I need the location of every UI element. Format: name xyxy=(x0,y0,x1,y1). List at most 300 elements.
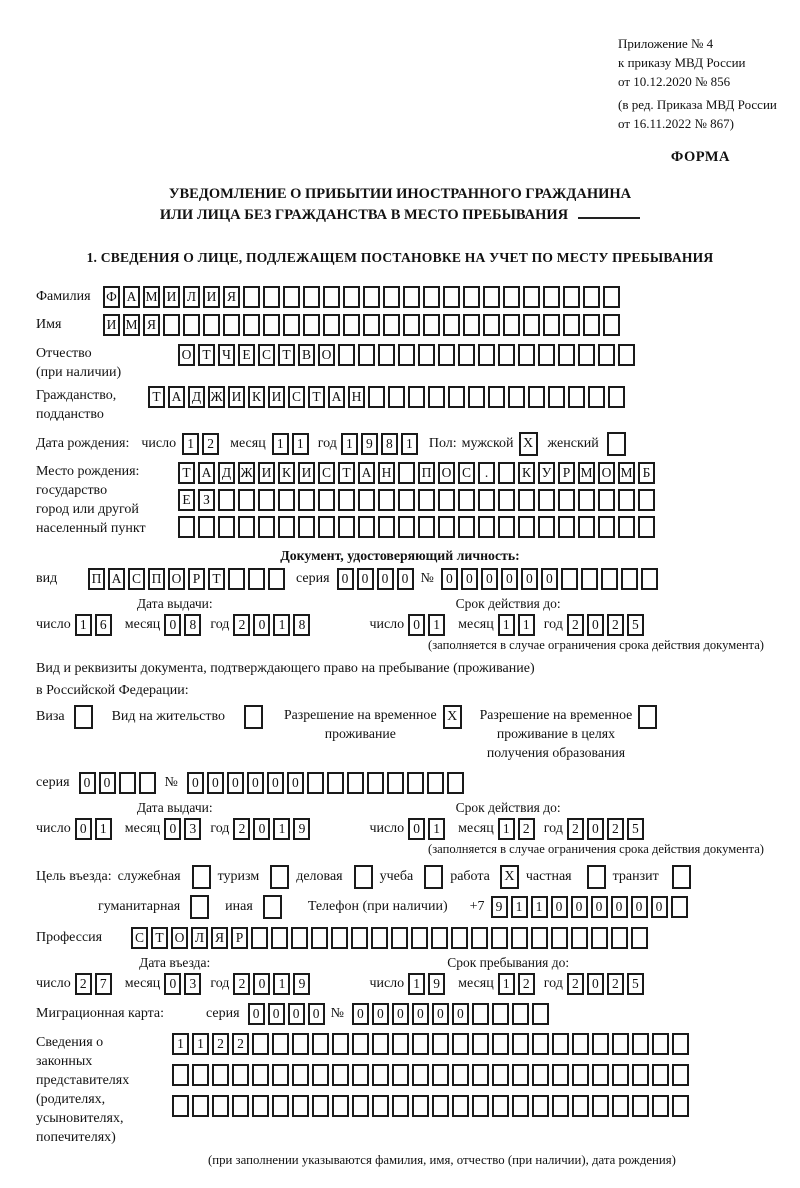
form-cell[interactable]: 5 xyxy=(627,614,644,636)
form-cell[interactable]: 1 xyxy=(192,1033,209,1055)
form-cell[interactable] xyxy=(252,1064,269,1086)
form-cell[interactable] xyxy=(551,927,568,949)
form-cell[interactable] xyxy=(391,927,408,949)
form-cell[interactable] xyxy=(268,568,285,590)
form-cell[interactable]: С xyxy=(288,386,305,408)
form-cell[interactable]: 0 xyxy=(651,896,668,918)
form-cell[interactable] xyxy=(178,516,195,538)
form-cell[interactable] xyxy=(583,286,600,308)
form-cell[interactable]: А xyxy=(123,286,140,308)
form-cell[interactable] xyxy=(383,314,400,336)
form-cell[interactable]: 8 xyxy=(184,614,201,636)
form-cell[interactable]: 1 xyxy=(428,818,445,840)
form-cell[interactable] xyxy=(558,489,575,511)
form-cell[interactable] xyxy=(378,344,395,366)
form-cell[interactable]: 0 xyxy=(164,973,181,995)
form-cell[interactable] xyxy=(472,1033,489,1055)
form-cell[interactable]: С xyxy=(128,568,145,590)
form-cell[interactable]: 2 xyxy=(233,818,250,840)
form-cell[interactable]: А xyxy=(198,462,215,484)
form-cell[interactable]: 2 xyxy=(567,818,584,840)
form-cell[interactable] xyxy=(303,286,320,308)
form-cell[interactable] xyxy=(612,1064,629,1086)
form-cell[interactable] xyxy=(218,516,235,538)
form-cell[interactable]: 9 xyxy=(293,973,310,995)
form-cell[interactable]: 1 xyxy=(273,818,290,840)
form-cell[interactable] xyxy=(618,516,635,538)
form-cell[interactable] xyxy=(428,386,445,408)
form-cell[interactable] xyxy=(452,1064,469,1086)
form-cell[interactable]: 2 xyxy=(567,614,584,636)
form-cell[interactable] xyxy=(263,314,280,336)
form-cell[interactable] xyxy=(332,1095,349,1117)
form-cell[interactable]: 0 xyxy=(501,568,518,590)
form-cell[interactable] xyxy=(631,927,648,949)
form-cell[interactable] xyxy=(398,489,415,511)
form-cell[interactable] xyxy=(432,1064,449,1086)
form-cell[interactable] xyxy=(372,1033,389,1055)
form-cell[interactable] xyxy=(332,1064,349,1086)
form-cell[interactable] xyxy=(498,344,515,366)
form-cell[interactable] xyxy=(603,286,620,308)
purpose-tourism-checkbox[interactable] xyxy=(270,865,289,889)
visa-checkbox[interactable] xyxy=(74,705,93,729)
form-cell[interactable] xyxy=(372,1095,389,1117)
form-cell[interactable] xyxy=(618,489,635,511)
form-cell[interactable]: 2 xyxy=(518,818,535,840)
form-cell[interactable]: И xyxy=(268,386,285,408)
form-cell[interactable] xyxy=(612,1095,629,1117)
form-cell[interactable] xyxy=(632,1033,649,1055)
form-cell[interactable] xyxy=(311,927,328,949)
form-cell[interactable]: 0 xyxy=(441,568,458,590)
form-cell[interactable] xyxy=(518,344,535,366)
form-cell[interactable]: 0 xyxy=(337,568,354,590)
form-cell[interactable]: 0 xyxy=(587,818,604,840)
form-cell[interactable] xyxy=(578,516,595,538)
form-cell[interactable] xyxy=(438,344,455,366)
form-cell[interactable] xyxy=(563,286,580,308)
form-cell[interactable] xyxy=(258,489,275,511)
purpose-humanitarian-checkbox[interactable] xyxy=(190,895,209,919)
form-cell[interactable] xyxy=(592,1033,609,1055)
male-checkbox[interactable]: X xyxy=(519,432,538,456)
purpose-study-checkbox[interactable] xyxy=(424,865,443,889)
form-cell[interactable]: 0 xyxy=(551,896,568,918)
form-cell[interactable]: З xyxy=(198,489,215,511)
form-cell[interactable]: 1 xyxy=(273,614,290,636)
form-cell[interactable] xyxy=(411,927,428,949)
form-cell[interactable]: 0 xyxy=(631,896,648,918)
form-cell[interactable] xyxy=(588,386,605,408)
form-cell[interactable]: О xyxy=(598,462,615,484)
form-cell[interactable]: 0 xyxy=(253,973,270,995)
form-cell[interactable]: 9 xyxy=(293,818,310,840)
form-cell[interactable]: 2 xyxy=(607,614,624,636)
form-cell[interactable] xyxy=(591,927,608,949)
form-cell[interactable]: Т xyxy=(151,927,168,949)
form-cell[interactable] xyxy=(568,386,585,408)
form-cell[interactable]: Т xyxy=(198,344,215,366)
form-cell[interactable] xyxy=(423,314,440,336)
form-cell[interactable] xyxy=(338,489,355,511)
form-cell[interactable]: 1 xyxy=(272,433,289,455)
form-cell[interactable] xyxy=(358,489,375,511)
form-cell[interactable]: 0 xyxy=(227,772,244,794)
form-cell[interactable]: 0 xyxy=(308,1003,325,1025)
form-cell[interactable] xyxy=(292,1095,309,1117)
form-cell[interactable] xyxy=(392,1033,409,1055)
form-cell[interactable]: 1 xyxy=(341,433,358,455)
form-cell[interactable] xyxy=(528,386,545,408)
form-cell[interactable] xyxy=(212,1064,229,1086)
form-cell[interactable] xyxy=(243,314,260,336)
form-cell[interactable]: И xyxy=(203,286,220,308)
form-cell[interactable]: 1 xyxy=(531,896,548,918)
form-cell[interactable]: Н xyxy=(348,386,365,408)
form-cell[interactable] xyxy=(398,462,415,484)
form-cell[interactable] xyxy=(443,286,460,308)
form-cell[interactable] xyxy=(358,516,375,538)
form-cell[interactable]: Л xyxy=(191,927,208,949)
form-cell[interactable] xyxy=(672,1064,689,1086)
form-cell[interactable]: 0 xyxy=(591,896,608,918)
form-cell[interactable] xyxy=(632,1095,649,1117)
form-cell[interactable] xyxy=(518,516,535,538)
form-cell[interactable] xyxy=(387,772,404,794)
form-cell[interactable]: 2 xyxy=(607,973,624,995)
form-cell[interactable] xyxy=(203,314,220,336)
form-cell[interactable]: 0 xyxy=(268,1003,285,1025)
form-cell[interactable] xyxy=(192,1095,209,1117)
form-cell[interactable] xyxy=(638,489,655,511)
form-cell[interactable] xyxy=(358,344,375,366)
form-cell[interactable]: П xyxy=(88,568,105,590)
form-cell[interactable] xyxy=(338,344,355,366)
female-checkbox[interactable] xyxy=(607,432,626,456)
form-cell[interactable]: 1 xyxy=(172,1033,189,1055)
form-cell[interactable]: 0 xyxy=(541,568,558,590)
form-cell[interactable]: 0 xyxy=(253,818,270,840)
form-cell[interactable] xyxy=(503,314,520,336)
form-cell[interactable]: Л xyxy=(183,286,200,308)
form-cell[interactable]: С xyxy=(458,462,475,484)
form-cell[interactable]: 1 xyxy=(428,614,445,636)
form-cell[interactable]: Д xyxy=(188,386,205,408)
form-cell[interactable] xyxy=(238,516,255,538)
form-cell[interactable] xyxy=(283,286,300,308)
form-cell[interactable]: И xyxy=(103,314,120,336)
form-cell[interactable] xyxy=(598,516,615,538)
form-cell[interactable]: А xyxy=(328,386,345,408)
form-cell[interactable] xyxy=(532,1003,549,1025)
temp-residence-checkbox[interactable]: X xyxy=(443,705,462,729)
form-cell[interactable] xyxy=(468,386,485,408)
form-cell[interactable]: Е xyxy=(238,344,255,366)
form-cell[interactable] xyxy=(163,314,180,336)
form-cell[interactable] xyxy=(483,314,500,336)
form-cell[interactable]: 6 xyxy=(95,614,112,636)
form-cell[interactable] xyxy=(543,286,560,308)
form-cell[interactable] xyxy=(532,1095,549,1117)
form-cell[interactable] xyxy=(271,927,288,949)
form-cell[interactable] xyxy=(378,516,395,538)
form-cell[interactable] xyxy=(652,1064,669,1086)
form-cell[interactable]: 0 xyxy=(207,772,224,794)
form-cell[interactable] xyxy=(312,1064,329,1086)
form-cell[interactable]: 0 xyxy=(357,568,374,590)
form-cell[interactable] xyxy=(272,1033,289,1055)
form-cell[interactable]: Т xyxy=(338,462,355,484)
form-cell[interactable]: К xyxy=(278,462,295,484)
form-cell[interactable] xyxy=(278,489,295,511)
form-cell[interactable] xyxy=(498,516,515,538)
form-cell[interactable] xyxy=(252,1095,269,1117)
form-cell[interactable] xyxy=(498,489,515,511)
form-cell[interactable] xyxy=(471,927,488,949)
form-cell[interactable] xyxy=(447,772,464,794)
form-cell[interactable]: 0 xyxy=(571,896,588,918)
form-cell[interactable]: Ф xyxy=(103,286,120,308)
form-cell[interactable]: В xyxy=(298,344,315,366)
form-cell[interactable] xyxy=(498,462,515,484)
form-cell[interactable] xyxy=(572,1033,589,1055)
form-cell[interactable] xyxy=(523,286,540,308)
form-cell[interactable] xyxy=(438,489,455,511)
form-cell[interactable] xyxy=(338,516,355,538)
purpose-transit-checkbox[interactable] xyxy=(672,865,691,889)
form-cell[interactable] xyxy=(458,516,475,538)
form-cell[interactable]: 0 xyxy=(352,1003,369,1025)
form-cell[interactable]: 0 xyxy=(287,772,304,794)
purpose-business-checkbox[interactable] xyxy=(192,865,211,889)
form-cell[interactable] xyxy=(592,1064,609,1086)
form-cell[interactable] xyxy=(451,927,468,949)
form-cell[interactable] xyxy=(392,1095,409,1117)
form-cell[interactable]: 9 xyxy=(491,896,508,918)
form-cell[interactable] xyxy=(603,314,620,336)
form-cell[interactable] xyxy=(558,516,575,538)
form-cell[interactable] xyxy=(198,516,215,538)
form-cell[interactable] xyxy=(478,489,495,511)
form-cell[interactable]: 0 xyxy=(79,772,96,794)
form-cell[interactable] xyxy=(432,1033,449,1055)
form-cell[interactable] xyxy=(543,314,560,336)
form-cell[interactable] xyxy=(243,286,260,308)
form-cell[interactable] xyxy=(398,516,415,538)
form-cell[interactable] xyxy=(343,286,360,308)
form-cell[interactable] xyxy=(291,927,308,949)
form-cell[interactable] xyxy=(592,1095,609,1117)
form-cell[interactable]: М xyxy=(143,286,160,308)
form-cell[interactable]: А xyxy=(168,386,185,408)
form-cell[interactable] xyxy=(492,1003,509,1025)
form-cell[interactable]: Т xyxy=(278,344,295,366)
form-cell[interactable]: 2 xyxy=(233,614,250,636)
form-cell[interactable]: И xyxy=(228,386,245,408)
form-cell[interactable] xyxy=(552,1064,569,1086)
form-cell[interactable]: М xyxy=(578,462,595,484)
form-cell[interactable] xyxy=(232,1095,249,1117)
form-cell[interactable] xyxy=(343,314,360,336)
form-cell[interactable] xyxy=(531,927,548,949)
form-cell[interactable] xyxy=(532,1033,549,1055)
form-cell[interactable]: 0 xyxy=(392,1003,409,1025)
form-cell[interactable] xyxy=(212,1095,229,1117)
form-cell[interactable]: И xyxy=(298,462,315,484)
form-cell[interactable] xyxy=(512,1003,529,1025)
form-cell[interactable]: М xyxy=(123,314,140,336)
form-cell[interactable] xyxy=(327,772,344,794)
form-cell[interactable] xyxy=(538,516,555,538)
form-cell[interactable] xyxy=(621,568,638,590)
form-cell[interactable]: О xyxy=(171,927,188,949)
form-cell[interactable]: И xyxy=(163,286,180,308)
form-cell[interactable] xyxy=(572,1064,589,1086)
form-cell[interactable] xyxy=(172,1095,189,1117)
form-cell[interactable]: 1 xyxy=(518,614,535,636)
form-cell[interactable]: К xyxy=(248,386,265,408)
form-cell[interactable] xyxy=(347,772,364,794)
form-cell[interactable]: 1 xyxy=(273,973,290,995)
purpose-private-checkbox[interactable] xyxy=(587,865,606,889)
form-cell[interactable]: 1 xyxy=(408,973,425,995)
form-cell[interactable] xyxy=(432,1095,449,1117)
form-cell[interactable] xyxy=(443,314,460,336)
form-cell[interactable]: 7 xyxy=(95,973,112,995)
form-cell[interactable]: 0 xyxy=(248,1003,265,1025)
form-cell[interactable]: 2 xyxy=(75,973,92,995)
form-cell[interactable] xyxy=(292,1064,309,1086)
form-cell[interactable]: 0 xyxy=(397,568,414,590)
temp-residence-edu-checkbox[interactable] xyxy=(638,705,657,729)
form-cell[interactable] xyxy=(652,1095,669,1117)
form-cell[interactable]: С xyxy=(258,344,275,366)
form-cell[interactable] xyxy=(511,927,528,949)
form-cell[interactable]: 1 xyxy=(498,614,515,636)
form-cell[interactable] xyxy=(283,314,300,336)
form-cell[interactable]: 2 xyxy=(567,973,584,995)
form-cell[interactable] xyxy=(119,772,136,794)
form-cell[interactable] xyxy=(383,286,400,308)
form-cell[interactable]: 0 xyxy=(164,614,181,636)
form-cell[interactable]: 0 xyxy=(377,568,394,590)
form-cell[interactable] xyxy=(558,344,575,366)
form-cell[interactable] xyxy=(252,1033,269,1055)
form-cell[interactable] xyxy=(408,386,425,408)
form-cell[interactable] xyxy=(363,314,380,336)
form-cell[interactable] xyxy=(438,516,455,538)
form-cell[interactable] xyxy=(652,1033,669,1055)
form-cell[interactable] xyxy=(223,314,240,336)
form-cell[interactable]: Б xyxy=(638,462,655,484)
purpose-work-checkbox[interactable]: X xyxy=(500,865,519,889)
form-cell[interactable] xyxy=(478,516,495,538)
form-cell[interactable] xyxy=(218,489,235,511)
form-cell[interactable]: 1 xyxy=(292,433,309,455)
form-cell[interactable] xyxy=(363,286,380,308)
form-cell[interactable] xyxy=(368,386,385,408)
form-cell[interactable] xyxy=(491,927,508,949)
form-cell[interactable]: Е xyxy=(178,489,195,511)
form-cell[interactable]: 3 xyxy=(184,973,201,995)
form-cell[interactable]: 0 xyxy=(587,614,604,636)
form-cell[interactable]: Т xyxy=(308,386,325,408)
form-cell[interactable]: Р xyxy=(231,927,248,949)
form-cell[interactable]: 0 xyxy=(164,818,181,840)
form-cell[interactable]: М xyxy=(618,462,635,484)
form-cell[interactable] xyxy=(398,344,415,366)
form-cell[interactable]: 0 xyxy=(372,1003,389,1025)
form-cell[interactable] xyxy=(418,344,435,366)
form-cell[interactable]: Т xyxy=(148,386,165,408)
form-cell[interactable]: Р xyxy=(558,462,575,484)
form-cell[interactable] xyxy=(331,927,348,949)
form-cell[interactable]: 1 xyxy=(511,896,528,918)
form-cell[interactable] xyxy=(238,489,255,511)
form-cell[interactable] xyxy=(578,344,595,366)
form-cell[interactable] xyxy=(332,1033,349,1055)
form-cell[interactable] xyxy=(258,516,275,538)
form-cell[interactable] xyxy=(601,568,618,590)
form-cell[interactable] xyxy=(583,314,600,336)
form-cell[interactable] xyxy=(323,286,340,308)
form-cell[interactable]: 8 xyxy=(381,433,398,455)
form-cell[interactable] xyxy=(298,516,315,538)
form-cell[interactable] xyxy=(431,927,448,949)
form-cell[interactable]: 0 xyxy=(587,973,604,995)
form-cell[interactable] xyxy=(611,927,628,949)
form-cell[interactable] xyxy=(192,1064,209,1086)
form-cell[interactable]: П xyxy=(418,462,435,484)
form-cell[interactable] xyxy=(139,772,156,794)
form-cell[interactable]: 2 xyxy=(212,1033,229,1055)
form-cell[interactable] xyxy=(671,896,688,918)
form-cell[interactable]: О xyxy=(318,344,335,366)
form-cell[interactable] xyxy=(448,386,465,408)
form-cell[interactable] xyxy=(488,386,505,408)
form-cell[interactable]: 1 xyxy=(182,433,199,455)
form-cell[interactable] xyxy=(263,286,280,308)
form-cell[interactable]: 0 xyxy=(432,1003,449,1025)
form-cell[interactable]: 0 xyxy=(408,614,425,636)
form-cell[interactable]: И xyxy=(258,462,275,484)
form-cell[interactable]: 0 xyxy=(267,772,284,794)
form-cell[interactable] xyxy=(492,1095,509,1117)
form-cell[interactable] xyxy=(472,1064,489,1086)
form-cell[interactable] xyxy=(392,1064,409,1086)
form-cell[interactable]: К xyxy=(518,462,535,484)
form-cell[interactable]: 0 xyxy=(99,772,116,794)
form-cell[interactable]: Я xyxy=(223,286,240,308)
form-cell[interactable]: О xyxy=(178,344,195,366)
form-cell[interactable] xyxy=(412,1033,429,1055)
form-cell[interactable]: 5 xyxy=(627,818,644,840)
form-cell[interactable] xyxy=(418,516,435,538)
form-cell[interactable] xyxy=(452,1095,469,1117)
form-cell[interactable]: 1 xyxy=(498,973,515,995)
form-cell[interactable]: 1 xyxy=(498,818,515,840)
form-cell[interactable] xyxy=(352,1095,369,1117)
form-cell[interactable]: Т xyxy=(208,568,225,590)
form-cell[interactable]: Я xyxy=(211,927,228,949)
form-cell[interactable] xyxy=(412,1064,429,1086)
form-cell[interactable]: 2 xyxy=(232,1033,249,1055)
form-cell[interactable]: С xyxy=(318,462,335,484)
form-cell[interactable]: О xyxy=(168,568,185,590)
form-cell[interactable] xyxy=(403,314,420,336)
form-cell[interactable]: Т xyxy=(178,462,195,484)
